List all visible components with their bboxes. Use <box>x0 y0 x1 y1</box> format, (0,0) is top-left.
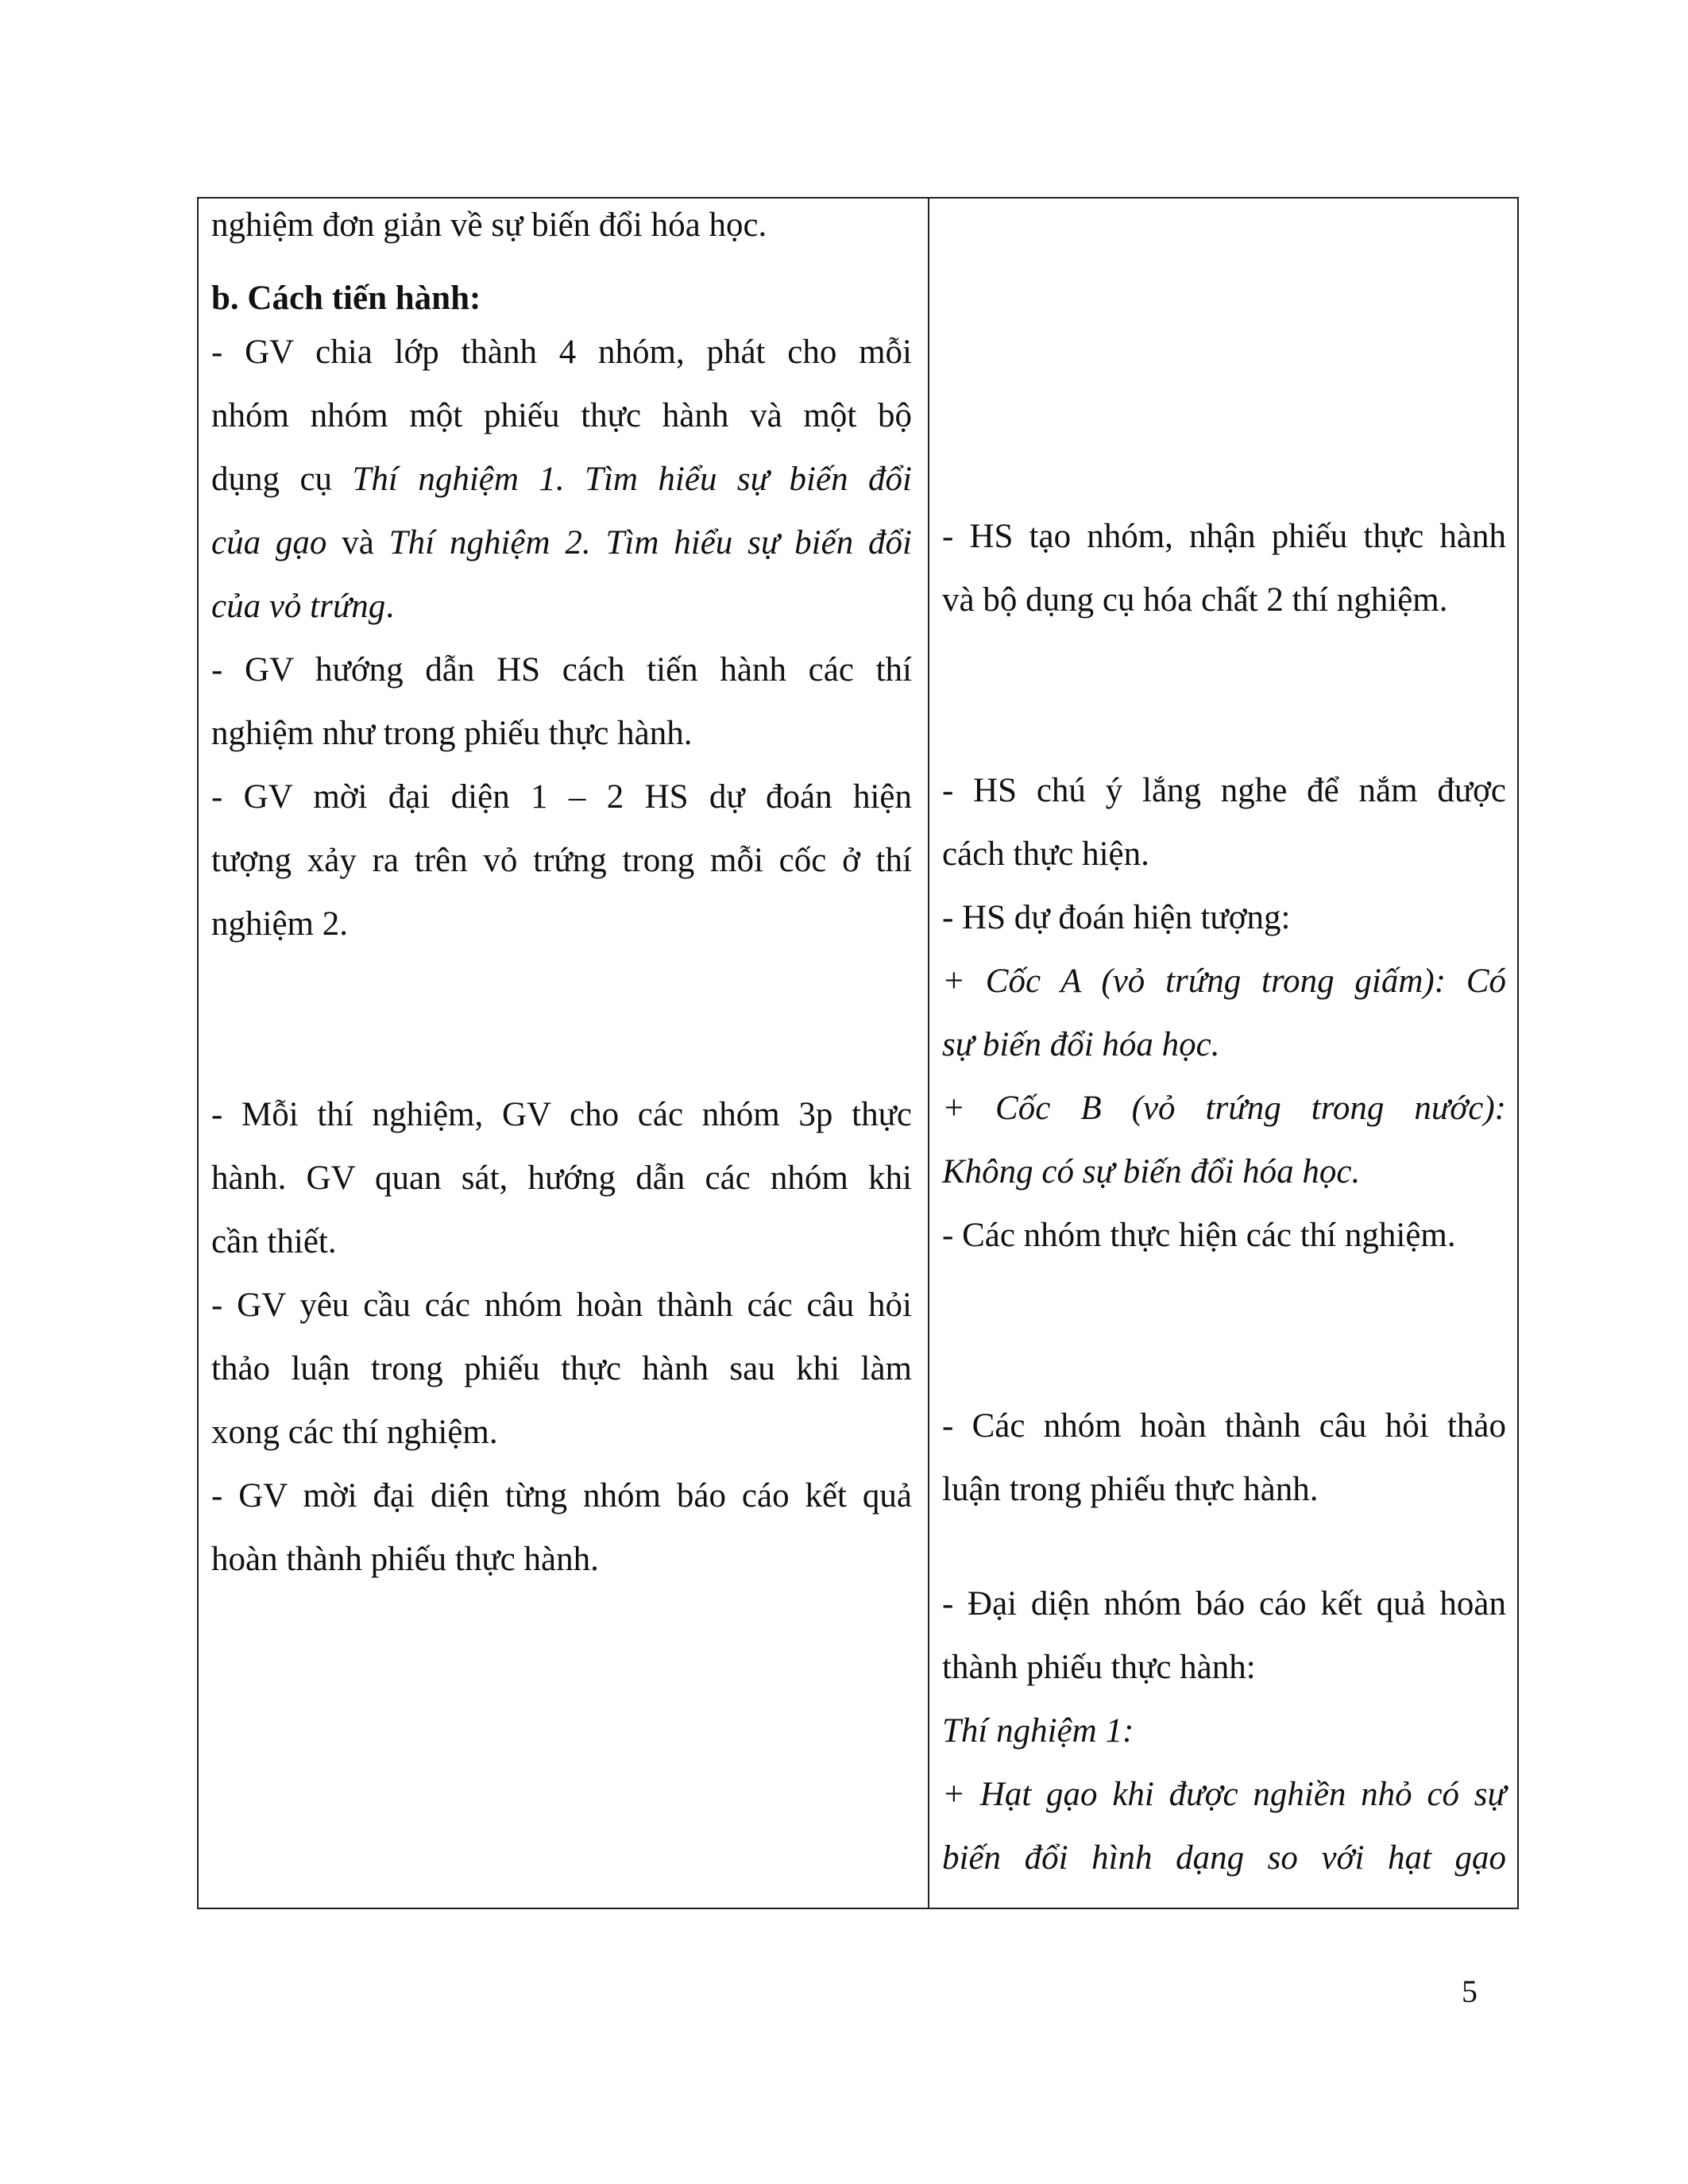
text-line: hành. GV quan sát, hướng dẫn các nhóm khi <box>211 1160 912 1197</box>
experiment-title: của gạo <box>211 524 327 561</box>
text-span: dụng cụ <box>211 461 353 498</box>
text-line: cần thiết. <box>211 1223 337 1260</box>
column-divider <box>928 199 929 1908</box>
text-line: - Các nhóm thực hiện các thí nghiệm. <box>942 1217 1456 1254</box>
lesson-table <box>197 197 1519 1909</box>
text-line <box>211 523 912 564</box>
text-line: hoàn thành phiếu thực hành. <box>211 1541 599 1578</box>
text-line: - HS chú ý lắng nghe để nắm được <box>942 772 1506 809</box>
text-line: + Cốc B (vỏ trứng trong nước): <box>942 1090 1506 1127</box>
text-line: - HS tạo nhóm, nhận phiếu thực hành <box>942 518 1506 555</box>
text-line: - Mỗi thí nghiệm, GV cho các nhóm 3p thực <box>211 1096 912 1133</box>
text-line: tượng xảy ra trên vỏ trứng trong mỗi cốc ở thí <box>211 842 912 879</box>
experiment-title: Thí nghiệm 1. Tìm hiểu sự biến đổi <box>352 461 912 498</box>
text-span: và <box>326 524 389 561</box>
text-line: sự biến đổi hóa học. <box>942 1026 1220 1063</box>
text-line <box>211 586 912 627</box>
text-line: nghiệm đơn giản về sự biến đổi hóa học. <box>211 206 767 244</box>
text-line: + Hạt gạo khi được nghiền nhỏ có sự <box>942 1776 1506 1813</box>
experiment-title: của vỏ trứng <box>211 588 386 625</box>
text-line: Thí nghiệm 1: <box>942 1712 1134 1750</box>
text-line: nhóm nhóm một phiếu thực hành và một bộ <box>211 397 912 434</box>
text-line: cách thực hiện. <box>942 835 1149 873</box>
teacher-activity-column <box>211 199 912 1908</box>
text-line: - Các nhóm hoàn thành câu hỏi thảo <box>942 1407 1506 1445</box>
text-line: - HS dự đoán hiện tượng: <box>942 899 1291 936</box>
text-line: luận trong phiếu thực hành. <box>942 1471 1319 1508</box>
section-heading: b. Cách tiến hành: <box>211 280 481 317</box>
text-line: + Cốc A (vỏ trứng trong giấm): Có <box>942 963 1506 1000</box>
text-line: nghiệm như trong phiếu thực hành. <box>211 715 693 752</box>
text-line: xong các thí nghiệm. <box>211 1414 498 1451</box>
text-line: - GV mời đại diện 1 – 2 HS dự đoán hiện <box>211 778 912 816</box>
text-line: - Đại diện nhóm báo cáo kết quả hoàn <box>942 1585 1506 1623</box>
text-line: - GV mời đại diện từng nhóm báo cáo kết quả <box>211 1477 912 1515</box>
text-line <box>211 459 912 500</box>
text-line: thảo luận trong phiếu thực hành sau khi làm <box>211 1350 912 1387</box>
page-number: 5 <box>1462 1974 1477 2009</box>
text-line: - GV yêu cầu các nhóm hoàn thành các câu hỏi <box>211 1287 912 1324</box>
text-line: - GV chia lớp thành 4 nhóm, phát cho mỗi <box>211 334 912 371</box>
text-line: biến đổi hình dạng so với hạt gạo <box>942 1839 1506 1877</box>
text-line: và bộ dụng cụ hóa chất 2 thí nghiệm. <box>942 581 1448 619</box>
experiment-title: Thí nghiệm 2. Tìm hiểu sự biến đổi <box>388 524 912 561</box>
text-line: Không có sự biến đổi hóa học. <box>942 1153 1361 1190</box>
text-line: nghiệm 2. <box>211 905 348 943</box>
text-line: thành phiếu thực hành: <box>942 1649 1256 1686</box>
text-line: - GV hướng dẫn HS cách tiến hành các thí <box>211 651 912 689</box>
student-activity-column <box>942 199 1506 1908</box>
text-span: . <box>385 588 395 625</box>
